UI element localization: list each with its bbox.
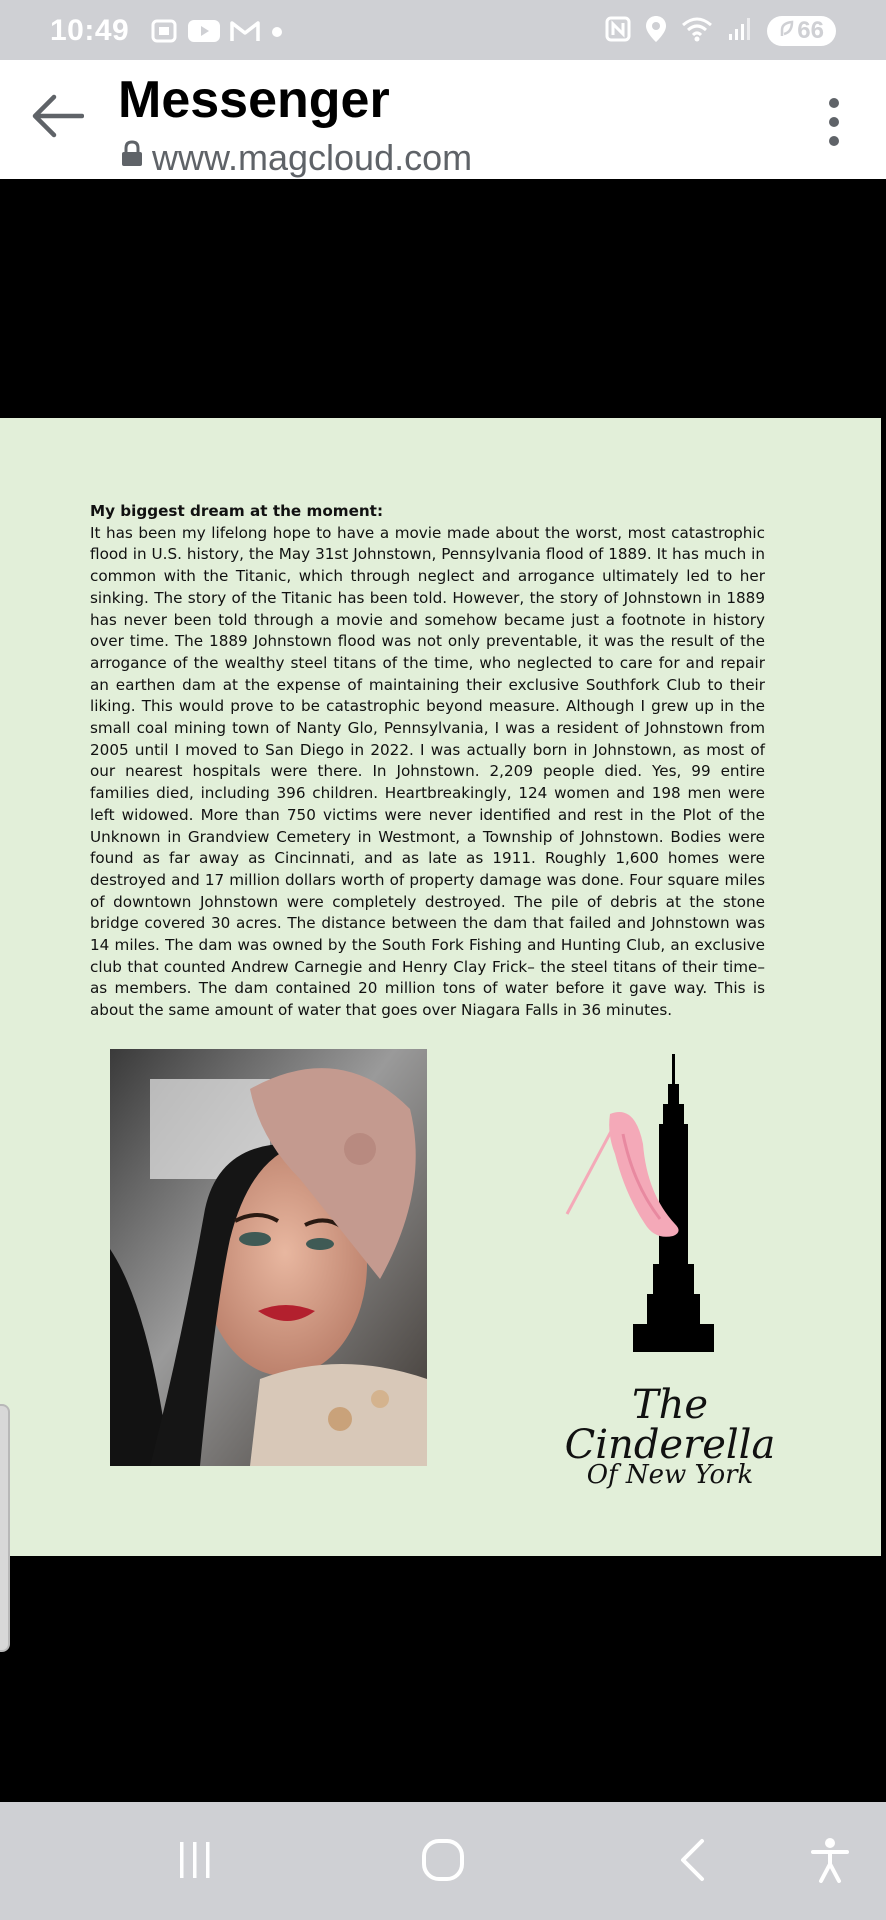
app-bar [0, 60, 886, 179]
signal-icon [727, 16, 753, 46]
gmail-icon [230, 19, 260, 47]
recent-apps-button[interactable] [165, 1832, 225, 1892]
more-options-button[interactable] [822, 94, 846, 174]
battery-indicator [767, 16, 836, 46]
url-text: www.magcloud.com [152, 137, 473, 178]
app-title: Messenger [118, 71, 390, 129]
article [90, 501, 765, 1022]
home-icon [421, 1838, 465, 1886]
more-dot [829, 136, 839, 146]
back-icon [675, 1838, 709, 1886]
battery-icon [779, 17, 795, 45]
status-time: 10:49 [50, 14, 130, 47]
notification-icons [150, 20, 284, 46]
dot-icon [270, 24, 284, 43]
more-dot [829, 98, 839, 108]
logo-line-2: Of New York [586, 1460, 754, 1490]
home-button[interactable] [413, 1832, 473, 1892]
logo-line-1: The Cinderella [564, 1382, 776, 1468]
cinderella-logo-art [555, 1054, 735, 1354]
location-icon [645, 15, 667, 47]
accessibility-button[interactable] [800, 1832, 860, 1892]
url-bar[interactable] [120, 137, 473, 178]
nfc-icon [605, 16, 631, 46]
edge-panel-handle[interactable] [0, 1404, 10, 1652]
back-nav-button[interactable] [662, 1832, 722, 1892]
back-button[interactable] [28, 88, 88, 148]
status-bar [0, 0, 886, 60]
wifi-icon [681, 16, 713, 46]
arrow-left-icon [32, 94, 84, 142]
lock-icon [120, 140, 144, 172]
more-dot [829, 117, 839, 127]
portrait-photo [110, 1049, 427, 1466]
screenshot-icon [150, 18, 178, 48]
article-heading: My biggest dream at the moment: [90, 502, 384, 520]
system-icons [605, 16, 836, 46]
youtube-icon [188, 19, 220, 47]
cinderella-logo-text [535, 1382, 805, 1490]
battery-level: 66 [797, 17, 824, 44]
article-body: It has been my lifelong hope to have a movie made about the worst, most catastrophic flood in U.S. history, the May 31st Johnstown, Pennsylvania flood of 1889. It has much in common with the Titanic, which through neglect and arrogance ultimately led to her sinking. The story of the Titanic has been told. However, the story of Johnstown in 1889 has never been told through a movie and somehow became just a footnote in history over time. The 1889 Johnstown flood was not only preventable, it was the result of the arrogance of the wealthy steel titans of the time, who neglected to care for and repair an earthen dam at the expense of maintaining their exclusive Southfork Club to their liking. This would prove to be catastrophic beyond measure. Although I grew up in the small coal mining town of Nanty Glo, Pennsylvania, I was a resident of Johnstown from 2005 until I moved to San Diego in 2022. I was actually born in Johnstown, as most of our nearest hospitals were there. In Johnstown. 2,209 people died. Yes, 99 entire families died, including 396 children. Heartbreakingly, 124 women and 198 men were left widowed. More than 750 victims were never identified and rest in the Plot of the Unknown in Grandview Cemetery in Westmont, a Township of Johnstown. Bodies were found as far away as Cincinnati, and as late as 1911. Roughly 1,600 homes were destroyed and 17 million dollars worth of property damage was done. Four square miles of downtown Johnstown were completely destroyed. The pile of debris at the stone bridge covered 30 acres. The distance between the dam that failed and Johnstown was 14 miles. The dam was owned by the South Fork Fishing and Hunting Club, an exclusive club that counted Andrew Carnegie and Henry Clay Frick– the steel titans of their time–as members. The dam contained 20 million tons of water before it gave way. This is about the same amount of water that goes over Niagara Falls in 36 minutes. [90, 523, 765, 1020]
accessibility-icon [810, 1837, 850, 1887]
recent-apps-icon [175, 1840, 215, 1884]
navigation-bar [0, 1802, 886, 1920]
magazine-page[interactable] [0, 418, 881, 1556]
